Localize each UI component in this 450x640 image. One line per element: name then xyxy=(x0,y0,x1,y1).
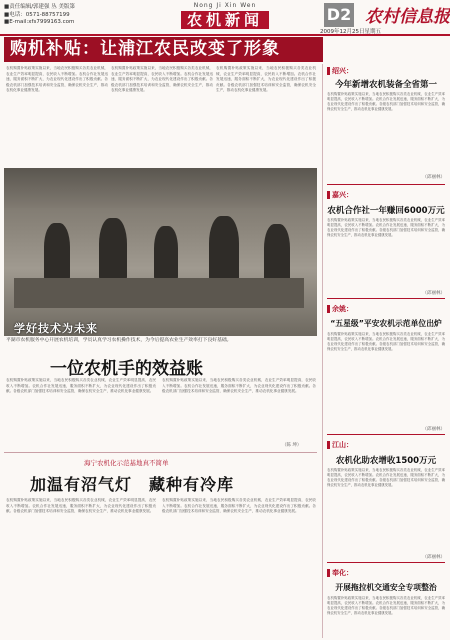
news-brief-sidebar xyxy=(322,64,449,638)
section-bar-icon xyxy=(327,191,330,199)
issue-date: 2009年12月25日星期五 xyxy=(320,29,381,35)
lead-article-col-2: 农机购置补贴政策实施以来，当地农民积极购买各类农业机械，农业生产效率明显提高，农民收入不断增加。农机合作社发展迅速，服务面积不断扩大，为农业现代化建设作出了积极贡献。各级农机部门加强技术培训和安全监管，确保农机安全生产，推动农机化事业健康发展。 xyxy=(111,66,213,93)
page-header xyxy=(0,0,450,36)
photo-person xyxy=(99,218,127,283)
brief-2-headline: 农机合作社一年赚回6000万元 xyxy=(327,206,445,216)
brief-divider xyxy=(327,184,445,185)
brief-5-location xyxy=(327,568,353,578)
article-2-col-2: 农机购置补贴政策实施以来，当地农民积极购买各类农业机械，农业生产效率明显提高，农民收入不断增加。农机合作社发展迅速，服务面积不断扩大，为农业现代化建设作出了积极贡献。各级农机部门加强技术培训和安全监管，确保农机安全生产，推动农机化事业健康发展。 xyxy=(162,378,316,394)
section-bar-icon xyxy=(327,67,330,75)
photo-desk xyxy=(14,278,304,308)
article-2-col-1: 农机购置补贴政策实施以来，当地农民积极购买各类农业机械，农业生产效率明显提高，农民收入不断增加。农机合作社发展迅速，服务面积不断扩大，为农业现代化建设作出了积极贡献。各级农机部门加强技术培训和安全监管，确保农机安全生产，推动农机化事业健康发展。 xyxy=(6,378,156,394)
brief-4-location xyxy=(327,440,353,450)
lead-article-col-1: 农机购置补贴政策实施以来，当地农民积极购买各类农业机械，农业生产效率明显提高，农民收入不断增加。农机合作社发展迅速，服务面积不断扩大，为农业现代化建设作出了积极贡献。各级农机部门加强技术培训和安全监管，确保农机安全生产，推动农机化事业健康发展。 xyxy=(6,66,108,93)
editor-line: ■责任编辑/郭建强 丛 美版第 xyxy=(4,4,76,10)
section-bar-icon xyxy=(327,441,330,449)
photo-overlay-text: 学好技术为未来 xyxy=(14,322,98,335)
editor-info xyxy=(4,4,75,27)
photo-person xyxy=(264,224,290,284)
article-3-col-2: 农机购置补贴政策实施以来，当地农民积极购买各类农业机械，农业生产效率明显提高，农民收入不断增加。农机合作社发展迅速，服务面积不断扩大，为农业现代化建设作出了积极贡献。各级农机部门加强技术培训和安全监管，确保农机安全生产，推动农机化事业健康发展。 xyxy=(162,498,316,514)
brief-3-location xyxy=(327,304,353,314)
brief-2-body: 农机购置补贴政策实施以来，当地农民积极购买各类农业机械，农业生产效率明显提高，农民收入不断增加。农机合作社发展迅速，服务面积不断扩大，为农业现代化建设作出了积极贡献。各级农机部门加强技术培训和安全监管，确保农机安全生产，推动农机化事业健康发展。 xyxy=(327,218,445,237)
brief-4-author: （邱丽林） xyxy=(422,555,445,560)
section-masthead xyxy=(170,2,280,28)
masthead-pinyin: Nong Ji Xin Wen xyxy=(193,2,257,9)
brief-1-location xyxy=(327,66,353,76)
article-2-author: （陈 坤） xyxy=(282,443,302,448)
brief-4-location-label: 江山： xyxy=(332,441,353,449)
photo-caption: 平湖市农机服务中心开展农机培训，学员认真学习农机操作技术，为今后提高农业生产效率打下良好基础。 xyxy=(6,338,232,343)
article-3-kicker: 海宁农机化示范基地真不简单 xyxy=(84,459,169,467)
brief-1-body: 农机购置补贴政策实施以来，当地农民积极购买各类农业机械，农业生产效率明显提高，农民收入不断增加。农机合作社发展迅速，服务面积不断扩大，为农业现代化建设作出了积极贡献。各级农机部门加强技术培训和安全监管，确保农机安全生产，推动农机化事业健康发展。 xyxy=(327,92,445,111)
photo-person xyxy=(209,216,239,284)
article-3-headline: 加温有沼气灯 藏种有冷库 xyxy=(30,475,235,494)
section-bar-icon xyxy=(327,305,330,313)
photo-person xyxy=(44,223,70,283)
photo-person xyxy=(154,226,178,282)
brief-3-body: 农机购置补贴政策实施以来，当地农民积极购买各类农业机械，农业生产效率明显提高，农民收入不断增加。农机合作社发展迅速，服务面积不断扩大，为农业现代化建设作出了积极贡献。各级农机部门加强技术培训和安全监管，确保农机安全生产，推动农机化事业健康发展。 xyxy=(327,332,445,351)
brief-divider xyxy=(327,562,445,563)
email-line: ■E-mail:xfs7999163.com xyxy=(4,19,75,25)
brief-4-body: 农机购置补贴政策实施以来，当地农民积极购买各类农业机械，农业生产效率明显提高，农民收入不断增加。农机合作社发展迅速，服务面积不断扩大，为农业现代化建设作出了积极贡献。各级农机部门加强技术培训和安全监管，确保农机安全生产，推动农机化事业健康发展。 xyxy=(327,468,445,487)
brief-5-location-label: 奉化： xyxy=(332,569,353,577)
masthead-title: 农机新闻 xyxy=(181,11,269,29)
brief-2-author: （邱丽林） xyxy=(422,291,445,296)
newspaper-brand: 农村信息报 xyxy=(365,7,450,27)
brief-1-location-label: 绍兴： xyxy=(332,67,353,75)
brief-5-headline: 开展拖拉机交通安全专项整治 xyxy=(335,583,437,592)
brief-2-location xyxy=(327,190,353,200)
photo-background xyxy=(4,168,317,208)
brief-3-location-label: 余姚： xyxy=(332,305,353,313)
section-divider xyxy=(4,452,317,453)
lead-article-col-3: 农机购置补贴政策实施以来，当地农民积极购买各类农业机械，农业生产效率明显提高，农民收入不断增加。农机合作社发展迅速，服务面积不断扩大，为农业现代化建设作出了积极贡献。各级农机部门加强技术培训和安全监管，确保农机安全生产，推动农机化事业健康发展。 xyxy=(216,66,316,93)
training-photo xyxy=(4,168,317,336)
brief-1-author: （邱丽林） xyxy=(422,175,445,180)
phone-line: ■电话：0571-88757199 xyxy=(4,11,70,18)
brief-divider xyxy=(327,434,445,435)
page-number: D2 xyxy=(324,3,354,27)
section-bar-icon xyxy=(327,569,330,577)
brief-2-location-label: 嘉兴： xyxy=(332,191,353,199)
article-2-headline: 一位农机手的效益账 xyxy=(50,359,203,379)
brief-3-headline: “五星级”平安农机示范单位出炉 xyxy=(330,319,442,328)
brief-1-headline: 今年新增农机装备全省第一 xyxy=(334,80,437,90)
brief-3-author: （邱丽林） xyxy=(422,427,445,432)
brief-4-headline: 农机化助农增收1500万元 xyxy=(335,456,437,466)
brief-divider xyxy=(327,298,445,299)
brief-5-body: 农机购置补贴政策实施以来，当地农民积极购买各类农业机械，农业生产效率明显提高，农民收入不断增加。农机合作社发展迅速，服务面积不断扩大，为农业现代化建设作出了积极贡献。各级农机部门加强技术培训和安全监管，确保农机安全生产，推动农机化事业健康发展。 xyxy=(327,596,445,615)
lead-headline: 购机补贴：让浦江农民改变了形象 xyxy=(4,37,323,62)
article-3-col-1: 农机购置补贴政策实施以来，当地农民积极购买各类农业机械，农业生产效率明显提高，农民收入不断增加。农机合作社发展迅速，服务面积不断扩大，为农业现代化建设作出了积极贡献。各级农机部门加强技术培训和安全监管，确保农机安全生产，推动农机化事业健康发展。 xyxy=(6,498,156,514)
